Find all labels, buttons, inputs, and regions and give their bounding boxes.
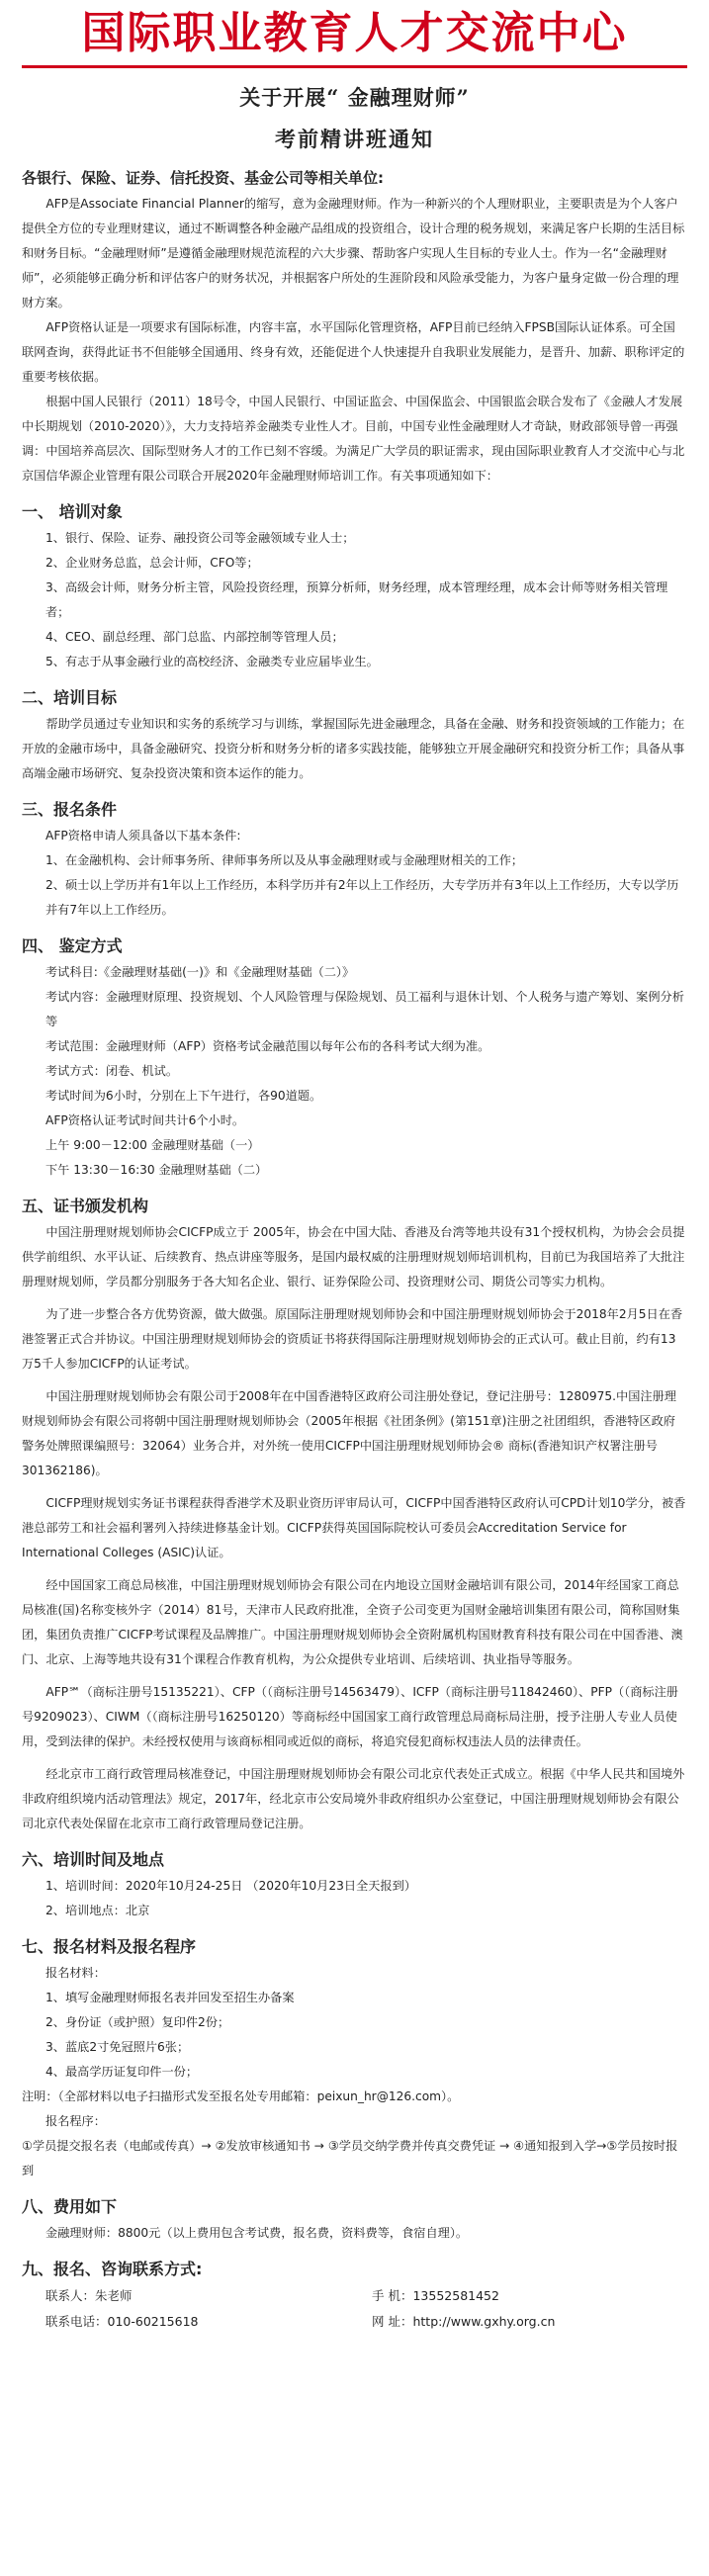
issuer-paragraph: 经北京市工商行政管理局核准登记，中国注册理财规划师协会有限公司北京代表处正式成立。根据《中华人民共和国境外非政府组织境内活动管理法》规定，2017年，经北京市公安局境外非政府组织办公室登记，中国注册理财规划师协会有限公司北京代表处保留在北京市工商行政管理局登记注册。 (22, 1767, 685, 1830)
notice-title: 关于开展“ 金融理财师” (239, 85, 470, 110)
contact-row (45, 2283, 687, 2309)
section-heading-contact: 九、报名、咨询联系方式: (22, 2260, 203, 2278)
contact-phone: 联系电话：010-60215618 (45, 2314, 199, 2329)
list-item: 下午 13:30－16:30 金融理财基础（二） (45, 1163, 268, 1177)
intro-paragraph: AFP资格认证是一项要求有国际标准，内容丰富，水平国际化管理资格，AFP目前已经纳入FPSB国际认证体系。可全国联网查询，获得此证书不但能够全国通用、终身有效，还能促进个人快速提升自我职业发展能力，是晋升、加薪、职称评定的重要考核依据。 (22, 320, 685, 384)
issuer-paragraph: 经中国国家工商总局核准，中国注册理财规划师协会有限公司在内地设立国财金融培训有限公司，2014年经国家工商总局核准(国)名称变核外字（2014）81号，天津市人民政府批准，全资子公司变更为国财金融培训集团有限公司，简称国财集团，集团负责推广CICFP考试课程及品牌推广。中国注册理财规划师协会全资附属机构国财教育科技有限公司在中国香港、澳门、北京、上海等地共设有31个课程合作教育机构，为公众提供专业培训、后续培训、执业指导等服务。 (22, 1578, 683, 1666)
addressee: 各银行、保险、证券、信托投资、基金公司等相关单位: (22, 169, 385, 187)
contact-website[interactable]: 网 址：http://www.gxhy.org.cn (372, 2314, 556, 2329)
list-item: 4、CEO、副总经理、部门总监、内部控制等管理人员； (45, 630, 344, 644)
list-item: 2、企业财务总监，总会计师，CFO等； (45, 556, 259, 570)
list-item: 5、有志于从事金融行业的高校经济、金融类专业应届毕业生。 (45, 655, 379, 668)
list-item: 3、蓝底2寸免冠照片6张； (45, 2040, 190, 2054)
fee-text: 金融理财师：8800元（以上费用包含考试费，报名费，资料费等，食宿自理）。 (45, 2226, 469, 2240)
list-item: 2、身份证（或护照）复印件2份； (45, 2015, 230, 2029)
contact-mobile: 手 机：13552581452 (372, 2288, 499, 2303)
list-item: 4、最高学历证复印件一份； (45, 2065, 199, 2079)
section-heading-requirements: 三、报名条件 (22, 800, 118, 819)
materials-label: 报名材料： (45, 1966, 106, 1980)
issuer-paragraph: 中国注册理财规划师协会有限公司于2008年在中国香港特区政府公司注册处登记，登记注册号：1280975.中国注册理财规划师协会有限公司将朝中国注册理财规划师协会（2005年根据《社团条例》(第151章)注册之社团组织，香港特区政府警务处牌照课编照号：32064）业务合并，对外统一使用CICFP中国注册理财规划师协会® 商标(香港知识产权署注册号301362186)。 (22, 1389, 676, 1477)
list-item: 2、培训地点：北京 (45, 1904, 150, 1917)
requirements-lead: AFP资格申请人须具备以下基本条件: (45, 829, 241, 843)
list-item: 考试范围：金融理财师（AFP）资格考试金融范围以每年公布的各科考试大纲为准。 (45, 1039, 490, 1053)
intro-paragraph: 根据中国人民银行（2011）18号令，中国人民银行、中国证监会、中国保监会、中国银监会联合发布了《金融人才发展中长期规划（2010-2020）》，大力支持培养金融类专业性人才。目前，中国专业性金融理财人才奇缺，财政部领导曾一再强调：中国培养高层次、国际型财务人才的工作已刻不容缓。为满足广大学员的职证需求，现由国际职业教育人才交流中心与北京国信华源企业管理有限公司联合开展2020年金融理财师培训工作。有关事项通知如下： (22, 395, 685, 483)
materials-note: 注明：（全部材料以电子扫描形式发至报名处专用邮箱：peixun_hr@126.com）。 (22, 2089, 460, 2103)
list-item: 3、高级会计师，财务分析主管，风险投资经理，预算分析师，财务经理，成本管理经理，成本会计师等财务相关管理者； (45, 580, 668, 619)
section-heading-goals: 二、培训目标 (22, 688, 118, 707)
issuer-paragraph: 中国注册理财规划师协会CICFP成立于 2005年，协会在中国大陆、香港及台湾等地共设有31个授权机构，为协会会员提供学前组织、水平认证、后续教育、热点讲座等服务，是国内最权威的注册理财规划师培训机构，目前已为我国培养了大批注册理财规划师，学员都分别服务于各大知名企业、银行、证券保险公司、投资理财公司、期货公司等实力机构。 (22, 1225, 685, 1288)
section-heading-schedule: 六、培训时间及地点 (22, 1850, 165, 1869)
section-heading-registration: 七、报名材料及报名程序 (22, 1937, 197, 1956)
list-item: 考试方式：闭卷、机试。 (45, 1064, 179, 1078)
process-steps: ①学员提交报名表（电邮或传真）→ ②发放审核通知书 → ③学员交纳学费并传真交费凭证 → ④通知报到入学→⑤学员按时报到 (22, 2139, 678, 2177)
intro-paragraph: AFP是Associate Financial Planner的缩写，意为金融理财师。作为一种新兴的个人理财职业，主要职责是为个人客户提供全方位的专业理财建议，通过不断调整各种金融产品组成的投资组合，设计合理的税务规划，来满足客户长期的生活目标和财务目标。“金融理财师”是遵循金融理财规范流程的六大步骤、帮助客户实现人生目标的专业人士。作为一名“金融理财师”，必须能够正确分析和评估客户的财务状况，并根据客户所处的生涯阶段和风险承受能力，为客户量身定做一份合理的理财方案。 (22, 197, 685, 310)
goals-paragraph: 帮助学员通过专业知识和实务的系统学习与训练，掌握国际先进金融理念，具备在金融、财务和投资领域的工作能力；在开放的金融市场中，具备金融研究、投资分析和财务分析的诸多实践技能，能够独立开展金融研究和投资分析工作；具备从事高端金融市场研究、复杂投资决策和资本运作的能力。 (22, 717, 685, 780)
list-item: 考试内容：金融理财原理、投资规划、个人风险管理与保险规划、员工福利与退休计划、个人税务与遗产筹划、案例分析等 (45, 990, 684, 1028)
list-item: 1、培训时间：2020年10月24-25日 （2020年10月23日全天报到） (45, 1879, 416, 1893)
list-item: AFP资格认证考试时间共计6个小时。 (45, 1113, 245, 1127)
section-heading-assessment: 四、 鉴定方式 (22, 936, 123, 955)
issuer-paragraph: CICFP理财规划实务证书课程获得香港学术及职业资历评审局认可，CICFP中国香港特区政府认可CPD计划10学分，被香港总部劳工和社会福利署列入持续进修基金计划。CICFP获得英国国际院校认可委员会Accreditation Service for International Colleges (ASIC)认证。 (22, 1496, 686, 1559)
list-item: 1、在金融机构、会计师事务所、律师事务所以及从事金融理财或与金融理财相关的工作； (45, 853, 524, 867)
list-item: 1、填写金融理财师报名表并回发至招生办备案 (45, 1991, 295, 2004)
list-item: 2、硕士以上学历并有1年以上工作经历，本科学历并有2年以上工作经历，大专学历并有3年以上工作经历，大专以学历并有7年以上工作经历。 (45, 878, 679, 917)
contact-row (45, 2309, 687, 2335)
org-banner: 国际职业教育人才交流中心 (81, 8, 628, 58)
list-item: 考试科目:《金融理财基础(一)》和《金融理财基础（二）》 (45, 965, 355, 979)
section-heading-fees: 八、费用如下 (22, 2197, 118, 2216)
list-item: 1、银行、保险、证券、融投资公司等金融领域专业人士； (45, 531, 355, 545)
issuer-paragraph: 为了进一步整合各方优势资源，做大做强。原国际注册理财规划师协会和中国注册理财规划师协会于2018年2月5日在香港签署正式合并协议。中国注册理财规划师协会的资质证书将获得国际注册理财规划师协会的正式认可。截止目前，约有13万5千人参加CICFP的认证考试。 (22, 1307, 683, 1371)
issuer-paragraph: AFP℠（商标注册号15135221）、CFP（（商标注册号14563479）、ICFP（商标注册号11842460）、PFP（（商标注册号9209023）、CIWM（（商标注册号16250120）等商标经中国国家工商行政管理总局商标局注册，授予注册人专业人员使用，受到法律的保护。未经授权使用与该商标相同或近似的商标，将追究侵犯商标权违法人员的法律责任。 (22, 1685, 678, 1748)
banner-rule (22, 65, 687, 68)
process-label: 报名程序： (45, 2114, 106, 2128)
list-item: 上午 9:00－12:00 金融理财基础（一） (45, 1138, 260, 1152)
section-heading-trainees: 一、 培训对象 (22, 502, 123, 521)
list-item: 考试时间为6小时，分别在上下午进行，各90道题。 (45, 1089, 322, 1103)
notice-subtitle: 考前精讲班通知 (275, 127, 434, 151)
contact-person: 联系人：朱老师 (45, 2288, 133, 2303)
section-heading-issuer: 五、证书颁发机构 (22, 1197, 149, 1215)
